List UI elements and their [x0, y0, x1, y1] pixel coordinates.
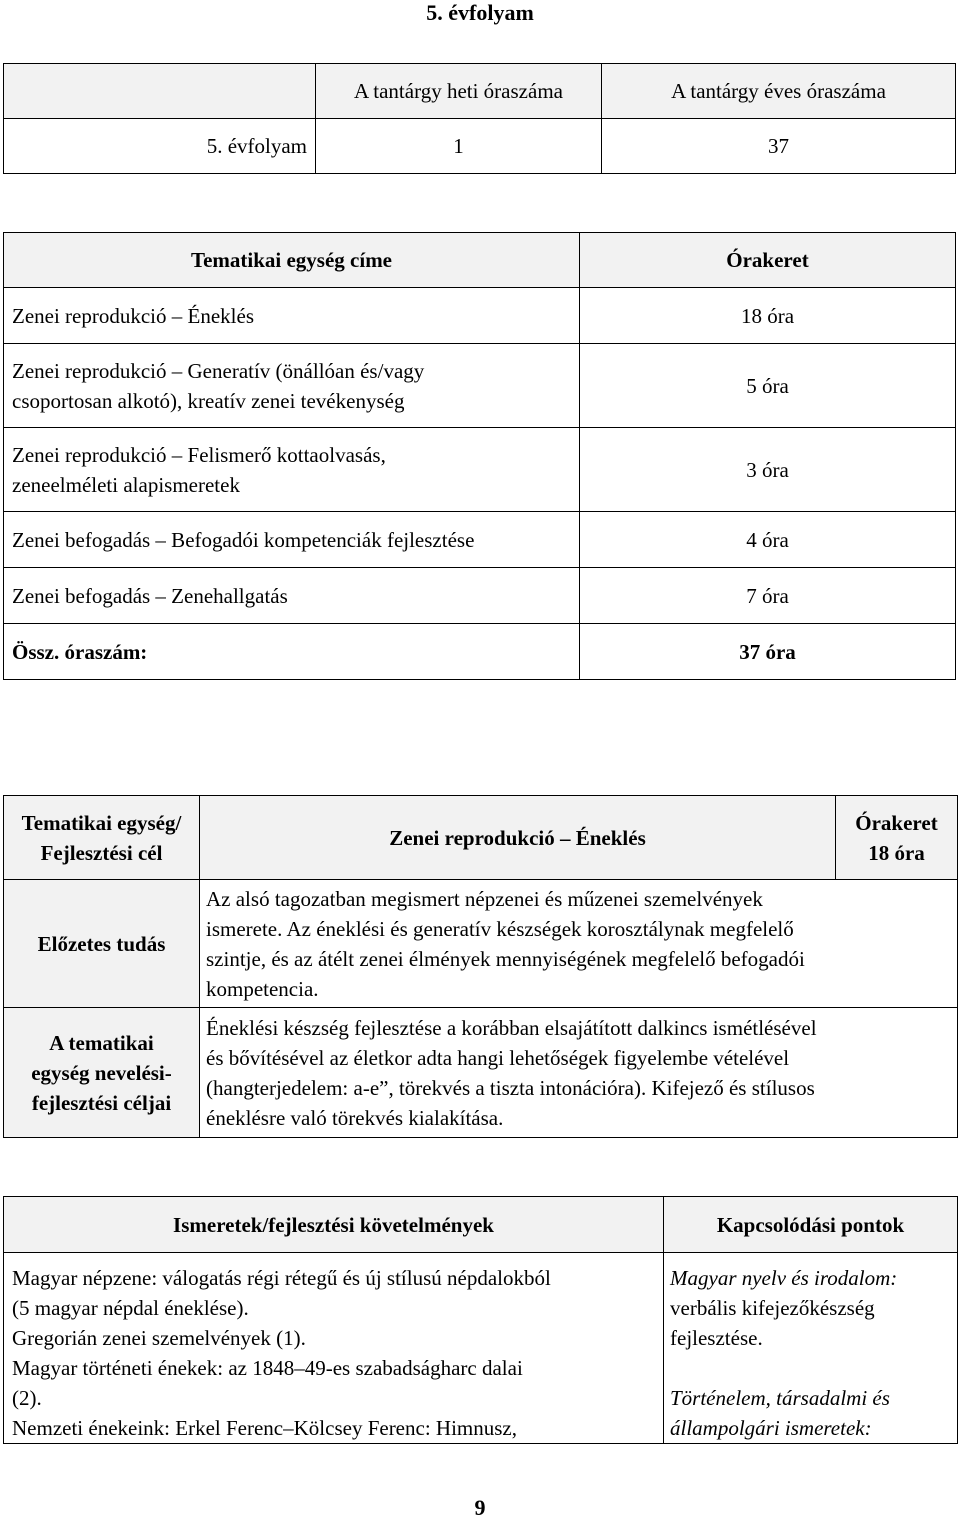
unit-row-hours: 18 óra: [580, 288, 956, 344]
units-header-hours: Órakeret: [580, 233, 956, 288]
connections-header: Kapcsolódási pontok: [664, 1197, 958, 1253]
unit-row-hours: 5 óra: [580, 344, 956, 428]
unit-row-title: Zenei reprodukció – Felismerő kottaolvasás, zeneelméleti alapismeretek: [4, 428, 580, 512]
unit-row-title: Zenei reprodukció – Éneklés: [4, 288, 580, 344]
total-hours-value: 37 óra: [580, 624, 956, 680]
requirements-text: Magyar népzene: válogatás régi rétegű és új stílusú népdalokból (5 magyar népdal éneklése). Gregorián zenei szemelvények (1). Magyar történeti énekek: az 1848–49-es szabadságharc dalai (2). Nemzeti énekeink: Erkel Ferenc–Kölcsey Ferenc: Himnusz,: [4, 1253, 664, 1444]
units-header-title: Tematikai egység címe: [4, 233, 580, 288]
hours-table-corner: [4, 64, 316, 119]
connections-text: Magyar nyelv és irodalom: verbális kifejezőkészség fejlesztése. Történelem, társadalmi és állampolgári ismeretek:: [664, 1253, 958, 1444]
unit-row-hours: 4 óra: [580, 512, 956, 568]
total-hours-label: Össz. óraszám:: [4, 624, 580, 680]
goals-text: Éneklési készség fejlesztése a korábban elsajátított dalkincs ismétlésével és bővítésével az életkor adta hangi lehetőségek figyelembe vételével (hangterjedelem: a-e”, törekvés a tiszta intonációra). Kifejező és stílusos éneklésre való törekvés kialakítása.: [200, 1008, 958, 1138]
unit-title: Zenei reprodukció – Éneklés: [200, 796, 836, 880]
goals-label: A tematikai egység nevelési- fejlesztési céljai: [4, 1008, 200, 1138]
requirements-table: [3, 1196, 958, 1444]
yearly-hours-value: 37: [602, 119, 956, 174]
unit-row-title: Zenei befogadás – Zenehallgatás: [4, 568, 580, 624]
unit-hours: Órakeret 18 óra: [836, 796, 958, 880]
unit-row-title: Zenei reprodukció – Generatív (önállóan és/vagy csoportosan alkotó), kreatív zenei tevékenység: [4, 344, 580, 428]
unit-label: Tematikai egység/ Fejlesztési cél: [4, 796, 200, 880]
page-number: 9: [474, 1495, 486, 1520]
unit-row-hours: 3 óra: [580, 428, 956, 512]
grade-label: 5. évfolyam: [4, 119, 316, 174]
weekly-hours-value: 1: [316, 119, 602, 174]
prior-knowledge-label: Előzetes tudás: [4, 880, 200, 1008]
units-table: [3, 232, 956, 680]
unit-row-title: Zenei befogadás – Befogadói kompetenciák fejlesztése: [4, 512, 580, 568]
requirements-header: Ismeretek/fejlesztési követelmények: [4, 1197, 664, 1253]
prior-knowledge-text: Az alsó tagozatban megismert népzenei és műzenei szemelvények ismerete. Az éneklési és generatív készségek korosztálynak megfelelő szintje, és az átélt zenei élmények mennyiségének megfelelő befogadói kompetencia.: [200, 880, 958, 1008]
header-yearly-hours: A tantárgy éves óraszáma: [602, 64, 956, 119]
page-heading: 5. évfolyam: [426, 0, 534, 25]
header-weekly-hours: A tantárgy heti óraszáma: [316, 64, 602, 119]
unit-row-hours: 7 óra: [580, 568, 956, 624]
hours-table: [3, 63, 956, 174]
unit-detail-table: [3, 795, 958, 1138]
